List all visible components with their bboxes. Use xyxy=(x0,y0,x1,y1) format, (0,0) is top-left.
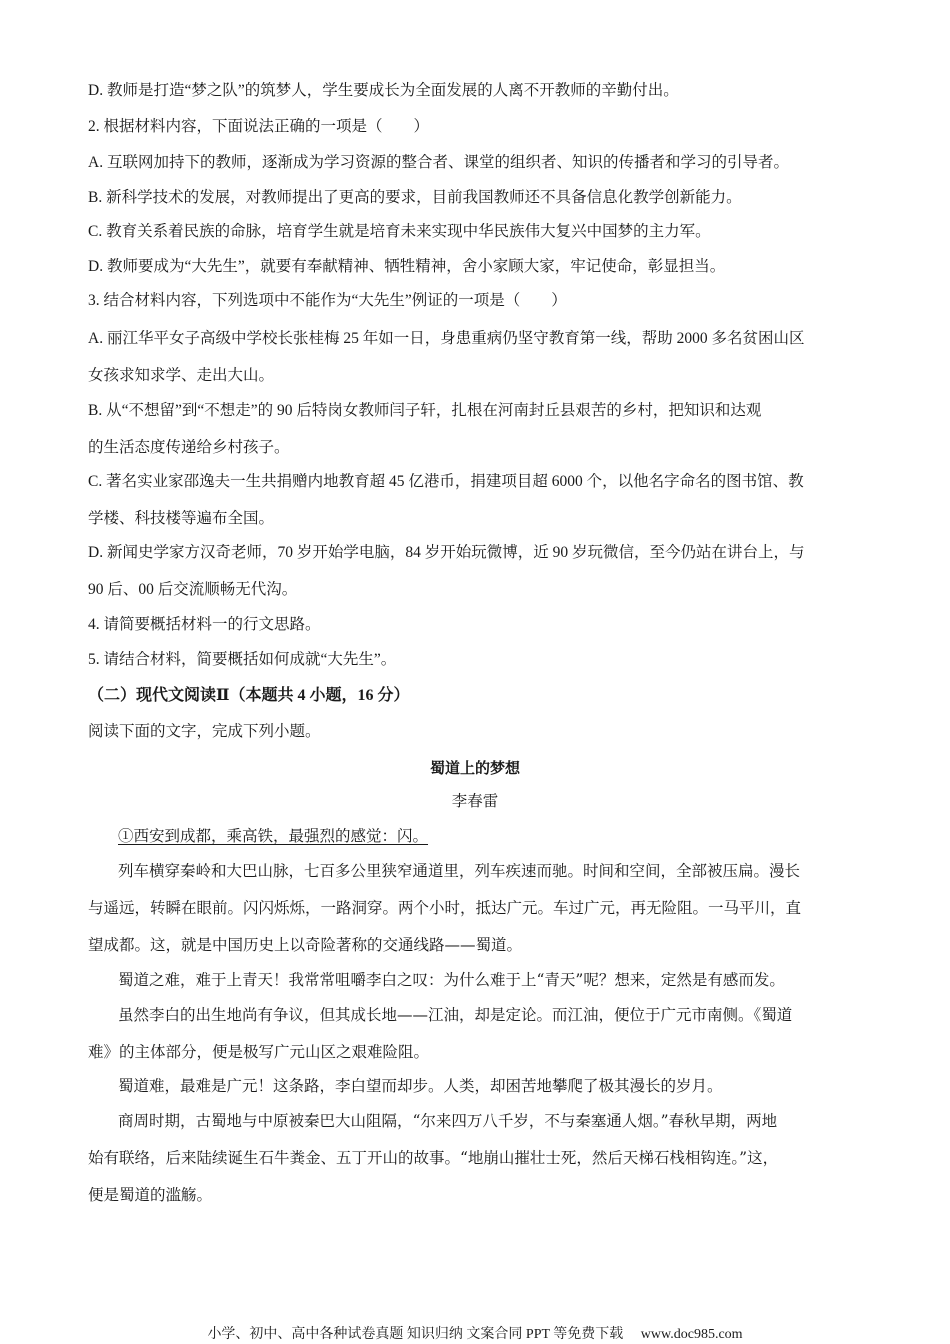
question-3-option-a-line1: A. 丽江华平女子高级中学校长张桂梅 25 年如一日，身患重病仍坚守教育第一线，帮助 2000 多名贫困山区 xyxy=(88,330,805,347)
question-5-stem: 5. 请结合材料，简要概括如何成就“大先生”。 xyxy=(88,651,397,668)
article-title: 蜀道上的梦想 xyxy=(429,759,520,777)
article-paragraph-2-line2: 与遥远，转瞬在眼前。闪闪烁烁，一路洞穿。两个小时，抵达广元。车过广元，再无险阻。一马平川，直 xyxy=(88,899,802,917)
question-3-option-d-line2: 90 后、00 后交流顺畅无代沟。 xyxy=(88,581,298,598)
article-paragraph-3: 蜀道之难，难于上青天！我常常咀嚼李白之叹：为什么难于上“青天”呢？想来，定然是有感而发。 xyxy=(118,971,785,989)
article-paragraph-6-line1: 商周时期，古蜀地与中原被秦巴大山阻隔，“尔来四万八千岁，不与秦塞通人烟。”春秋早期，两地 xyxy=(118,1112,778,1130)
article-paragraph-1: ①西安到成都，乘高铁，最强烈的感觉：闪。 xyxy=(118,827,429,845)
question-2-stem: 2. 根据材料内容，下面说法正确的一项是（ ） xyxy=(88,118,430,135)
question-3-option-d-line1: D. 新闻史学家方汉奇老师，70 岁开始学电脑，84 岁开始玩微博，近 90 岁玩微信，至今仍站在讲台上，与 xyxy=(88,544,805,561)
page-footer: 小学、初中、高中各种试卷真题 知识归纳 文案合同 PPT 等免费下载 www.doc985.com xyxy=(207,1327,743,1342)
article-paragraph-4-line2: 难》的主体部分，便是极写广元山区之艰难险阻。 xyxy=(88,1043,430,1061)
article-paragraph-4-line1: 虽然李白的出生地尚有争议，但其成长地——江油，却是定论。而江油，便位于广元市南侧。《蜀道 xyxy=(118,1006,793,1024)
question-2-option-c: C. 教育关系着民族的命脉，培育学生就是培育未来实现中华民族伟大复兴中国梦的主力军。 xyxy=(88,223,711,240)
question-4-stem: 4. 请简要概括材料一的行文思路。 xyxy=(88,616,321,633)
question-3-option-c-line2: 学楼、科技楼等遍布全国。 xyxy=(88,510,275,527)
article-author: 李春雷 xyxy=(451,792,499,810)
question-3-option-b-line1: B. 从“不想留”到“不想走”的 90 后特岗女教师闫子轩，扎根在河南封丘县艰苦的乡村，把知识和达观 xyxy=(88,402,762,419)
question-3-option-a-line2: 女孩求知求学、走出大山。 xyxy=(88,367,275,384)
question-2-option-a: A. 互联网加持下的教师，逐渐成为学习资源的整合者、课堂的组织者、知识的传播者和学习的引导者。 xyxy=(88,154,789,171)
question-2-option-b: B. 新科学技术的发展，对教师提出了更高的要求，目前我国教师还不具备信息化教学创新能力。 xyxy=(88,189,742,206)
section-heading: （二）现代文阅读Ⅱ（本题共 4 小题，16 分） xyxy=(88,687,410,704)
article-paragraph-5: 蜀道难，最难是广元！这条路，李白望而却步。人类，却困苦地攀爬了极其漫长的岁月。 xyxy=(118,1077,723,1095)
question-1-option-d: D. 教师是打造“梦之队”的筑梦人，学生要成长为全面发展的人离不开教师的辛勤付出。 xyxy=(88,82,679,99)
article-paragraph-6-line3: 便是蜀道的滥觞。 xyxy=(88,1186,213,1204)
question-3-option-b-line2: 的生活态度传递给乡村孩子。 xyxy=(88,439,290,456)
question-2-option-d: D. 教师要成为“大先生”，就要有奉献精神、牺牲精神，舍小家顾大家，牢记使命，彰显担当。 xyxy=(88,258,726,275)
article-paragraph-2-line3: 望成都。这，就是中国历史上以奇险著称的交通线路——蜀道。 xyxy=(88,936,523,954)
article-paragraph-6-line2: 始有联络，后来陆续诞生石牛粪金、五丁开山的故事。“地崩山摧壮士死，然后天梯石栈相钩连。”这， xyxy=(88,1149,779,1167)
reading-instruction: 阅读下面的文字，完成下列小题。 xyxy=(88,723,321,740)
question-3-option-c-line1: C. 著名实业家邵逸夫一生共捐赠内地教育超 45 亿港币，捐建项目超 6000 个，以他名字命名的图书馆、教 xyxy=(88,473,804,490)
article-paragraph-2-line1: 列车横穿秦岭和大巴山脉，七百多公里狭窄通道里，列车疾速而驰。时间和空间，全部被压扁。漫长 xyxy=(118,862,801,880)
question-3-stem: 3. 结合材料内容，下列选项中不能作为“大先生”例证的一项是（ ） xyxy=(88,292,567,309)
